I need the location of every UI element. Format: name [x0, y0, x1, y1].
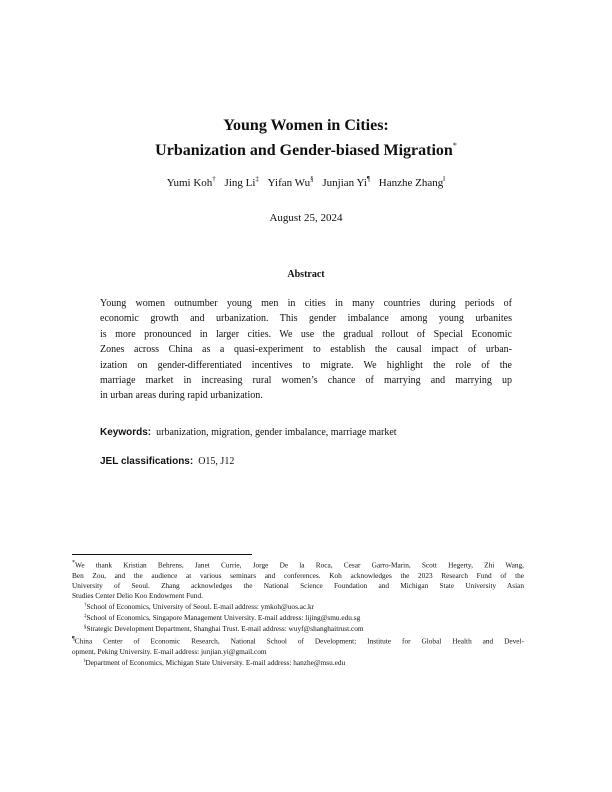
footnote-thanks-line: Studies Center Delio Koo Endowment Fund. [72, 590, 203, 600]
footnote-text: China Center of Economic Research, National School of Development; Institute for Global Health and Devel- [74, 636, 524, 646]
footnote-yi-line [72, 634, 524, 647]
footnote-thanks-line: University of Seoul. Zhang acknowledges the National Science Foundation and Michigan State University Asian [72, 580, 524, 590]
author-yi [322, 177, 370, 189]
abstract-body [100, 296, 512, 404]
footnote-koh [72, 601, 524, 612]
footnote-mark: * [72, 560, 76, 566]
jel-classifications [100, 456, 520, 467]
footnote-wu [72, 623, 524, 634]
author-name: Yifan Wu [267, 177, 311, 189]
footnote-text: Department of Economics, Michigan State University. E-mail address: hanzhe@msu.edu [85, 657, 346, 667]
paper-date: August 25, 2024 [269, 212, 343, 224]
author-wu [268, 177, 314, 189]
author-name: Yumi Koh [166, 177, 213, 189]
abstract-line: ization on gender-differentiated incentives to migrate. We highlight the role of the [100, 359, 512, 371]
author-list [0, 175, 612, 189]
abstract-line: in urban areas during rapid urbanization. [100, 390, 263, 402]
keywords-label: Keywords: [100, 427, 152, 438]
author-zhang [379, 177, 445, 189]
author-koh [167, 177, 216, 189]
author-footnote-mark[interactable]: ‖ [443, 175, 446, 183]
title-footnote-mark[interactable]: * [452, 141, 457, 150]
footnote-text: Strategic Development Department, Shanghai Trust. E-mail address: wuyf@shanghaitrust.com [86, 623, 364, 633]
author-name: Jing Li [224, 177, 256, 189]
footnote-rule [72, 554, 252, 555]
abstract-line: economic growth and urbanization. This gender imbalance among young urbanites [100, 313, 512, 325]
footnote-yi-line: opment, Peking University. E-mail address: junjian.yi@gmail.com [72, 646, 267, 656]
footnote-mark: † [84, 602, 87, 608]
footnote-text: We thank Kristian Behrens, Janet Currie, Jorge De la Roca, Cesar Garro-Marin, Scott Hegerty, Zhi Wang, [75, 560, 524, 570]
abstract-line: marriage market in increasing rural women’s chance of marrying and marrying up [100, 375, 512, 387]
abstract-line: Young women outnumber young men in cities in many countries during periods of [100, 298, 512, 309]
keywords-value: urbanization, migration, gender imbalance, marriage market [156, 427, 397, 438]
jel-label: JEL classifications: [100, 456, 194, 467]
title-line-2-text: Urbanization and Gender-biased Migration [155, 142, 453, 159]
footnote-text: School of Economics, University of Seoul. E-mail address: ymkoh@uos.ac.kr [86, 601, 315, 611]
keywords [100, 427, 520, 438]
author-footnote-mark[interactable]: § [310, 175, 314, 183]
footnote-text: School of Economics, Singapore Management University. E-mail address: lijing@smu.edu.sg [86, 612, 361, 622]
author-name: Junjian Yi [322, 177, 367, 189]
footnote-mark: ¶ [72, 636, 75, 643]
author-li [225, 177, 259, 189]
title-line-2 [0, 136, 612, 161]
jel-value: O15, J12 [198, 456, 235, 467]
author-footnote-mark[interactable]: † [212, 175, 216, 183]
footnote-li [72, 612, 524, 623]
footnote-mark: ‡ [84, 613, 87, 619]
footnote-mark: ‖ [84, 658, 86, 664]
footnote-thanks-line: Ben Zou, and the audience at various seminars and conferences. Koh acknowledges the 2023 Research Fund of the [72, 570, 524, 580]
abstract-heading: Abstract [287, 269, 325, 280]
author-footnote-mark[interactable]: ¶ [366, 175, 371, 183]
author-footnote-mark[interactable]: ‡ [255, 175, 259, 183]
footnote-mark: § [84, 624, 87, 630]
abstract-line: Zones across China as a quasi-experiment to establish the causal impact of urban- [100, 344, 512, 356]
footnote-thanks-line [72, 558, 524, 571]
author-name: Hanzhe Zhang [378, 177, 444, 189]
footnote-zhang [72, 657, 524, 668]
title-line-1: Young Women in Cities: [223, 117, 389, 134]
footnotes [72, 558, 524, 668]
abstract-line: is more pronounced in larger cities. We use the gradual rollout of Special Economic [100, 328, 512, 340]
